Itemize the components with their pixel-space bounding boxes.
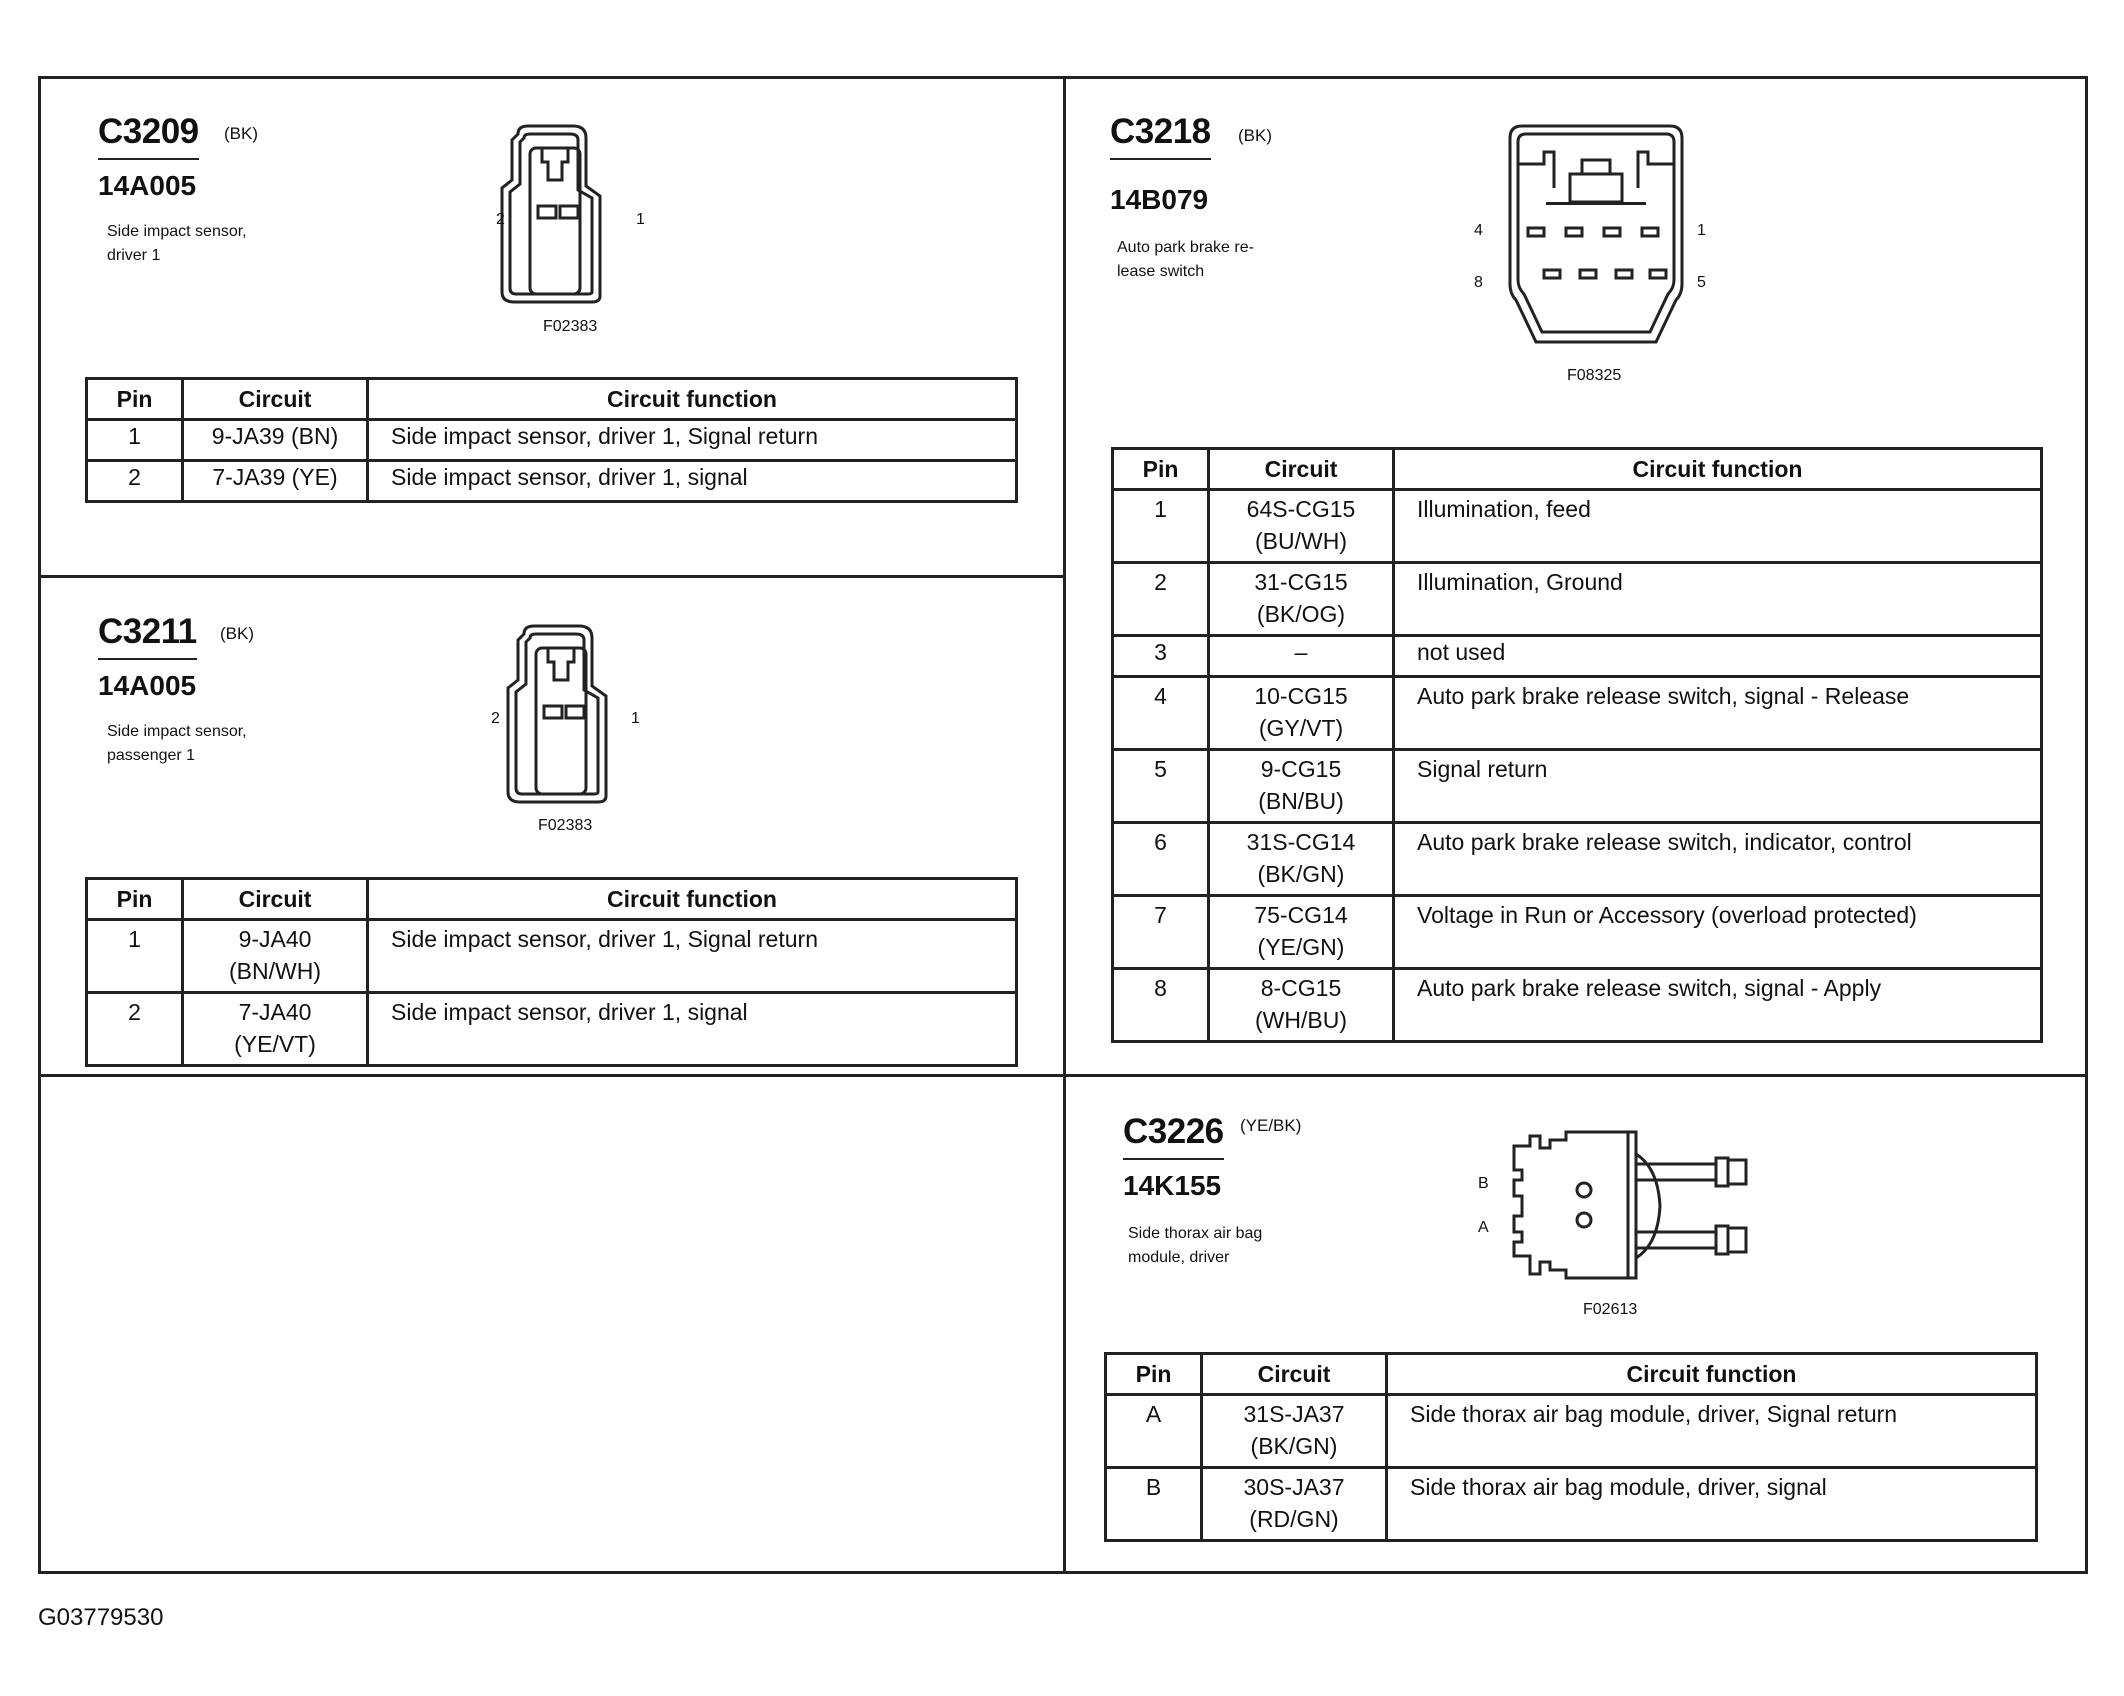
connector-name: C3211 — [98, 612, 197, 652]
column-header-pin: Pin — [1106, 1354, 1202, 1395]
pin-table — [85, 877, 1018, 1067]
circuit-cell: 9-CG15 (BN/BU) — [1209, 750, 1394, 823]
column-header-function: Circuit function — [1394, 449, 2042, 490]
connector-part-number: 14K155 — [1123, 1170, 1222, 1201]
connector-c3218-face-icon — [1500, 124, 1690, 346]
pin-cell: A — [1106, 1395, 1202, 1468]
pin-cell: 7 — [1113, 896, 1209, 969]
connector-part-number: 14A005 — [98, 170, 197, 201]
pin-label-bottom-right: 5 — [1697, 274, 1706, 291]
function-cell: Illumination, feed — [1394, 490, 2042, 563]
circuit-cell: 31S-JA37 (BK/GN) — [1202, 1395, 1387, 1468]
pin-cell: 4 — [1113, 677, 1209, 750]
table-header-row — [1106, 1354, 2037, 1395]
pin-cell: 1 — [1113, 490, 1209, 563]
connector-description: Auto park brake re- lease switch — [1117, 239, 1254, 280]
connector-name: C3226 — [1123, 1112, 1224, 1152]
column-header-function: Circuit function — [368, 379, 1017, 420]
pin-label-right: 1 — [636, 211, 645, 228]
pin-label-right: 1 — [631, 710, 640, 727]
circuit-cell: 7-JA39 (YE) — [183, 461, 368, 502]
connector-color: (BK) — [1238, 126, 1272, 145]
diagram-id: G03779530 — [38, 1604, 164, 1631]
pin-label-left: 2 — [496, 211, 505, 228]
figure-id: F02613 — [1583, 1301, 1638, 1318]
center-divider — [1063, 76, 1066, 1574]
function-cell: Auto park brake release switch, indicator, control — [1394, 823, 2042, 896]
pin-cell: 5 — [1113, 750, 1209, 823]
circuit-cell: 75-CG14 (YE/GN) — [1209, 896, 1394, 969]
pin-cell: 8 — [1113, 969, 1209, 1042]
pin-label-top-left: 4 — [1474, 222, 1483, 239]
pin-cell: 2 — [87, 461, 183, 502]
connector-part-number: 14A005 — [98, 670, 197, 701]
table-row — [1113, 490, 2042, 563]
left-divider-2 — [38, 1074, 1065, 1077]
table-row — [1113, 677, 2042, 750]
connector-part-number: 14B079 — [1110, 184, 1209, 215]
function-cell: Side impact sensor, driver 1, signal — [368, 461, 1017, 502]
column-header-pin: Pin — [87, 879, 183, 920]
function-cell: Side thorax air bag module, driver, signal — [1387, 1468, 2037, 1541]
table-row — [1113, 896, 2042, 969]
connector-description: Side impact sensor, passenger 1 — [107, 723, 247, 764]
function-cell: Illumination, Ground — [1394, 563, 2042, 636]
function-cell: Auto park brake release switch, signal - Apply — [1394, 969, 2042, 1042]
connector-c3209-face-icon — [488, 126, 628, 306]
circuit-cell: 31-CG15 (BK/OG) — [1209, 563, 1394, 636]
connector-description: Side impact sensor, driver 1 — [107, 223, 247, 264]
function-cell: Side impact sensor, driver 1, Signal return — [368, 920, 1017, 993]
pin-cell: 2 — [1113, 563, 1209, 636]
pin-label-left: 2 — [491, 710, 500, 727]
pin-cell: 2 — [87, 993, 183, 1066]
connector-description: Side thorax air bag module, driver — [1128, 1225, 1263, 1266]
circuit-cell: – — [1209, 636, 1394, 677]
circuit-cell: 7-JA40 (YE/VT) — [183, 993, 368, 1066]
right-divider — [1063, 1074, 2088, 1077]
table-header-row — [87, 379, 1017, 420]
left-divider-1 — [38, 575, 1065, 578]
function-cell: Side impact sensor, driver 1, signal — [368, 993, 1017, 1066]
function-cell: Signal return — [1394, 750, 2042, 823]
column-header-function: Circuit function — [368, 879, 1017, 920]
table-row — [1113, 750, 2042, 823]
column-header-circuit: Circuit — [1202, 1354, 1387, 1395]
table-row — [1113, 823, 2042, 896]
circuit-cell: 30S-JA37 (RD/GN) — [1202, 1468, 1387, 1541]
connector-color: (BK) — [224, 124, 258, 143]
column-header-pin: Pin — [1113, 449, 1209, 490]
table-row — [1106, 1395, 2037, 1468]
connector-name: C3218 — [1110, 112, 1211, 152]
function-cell: Voltage in Run or Accessory (overload protected) — [1394, 896, 2042, 969]
figure-id: F02383 — [538, 817, 593, 834]
connector-color: (YE/BK) — [1240, 1116, 1302, 1135]
function-cell: Side impact sensor, driver 1, Signal return — [368, 420, 1017, 461]
function-cell: not used — [1394, 636, 2042, 677]
table-row — [87, 420, 1017, 461]
table-header-row — [87, 879, 1017, 920]
pin-cell: B — [1106, 1468, 1202, 1541]
table-row — [1113, 969, 2042, 1042]
circuit-cell: 8-CG15 (WH/BU) — [1209, 969, 1394, 1042]
table-row — [87, 993, 1017, 1066]
circuit-cell: 10-CG15 (GY/VT) — [1209, 677, 1394, 750]
pin-label-b: B — [1478, 1175, 1489, 1192]
pin-label-bottom-left: 8 — [1474, 274, 1483, 291]
column-header-pin: Pin — [87, 379, 183, 420]
connector-c3226-face-icon — [1508, 1128, 1764, 1284]
table-header-row — [1113, 449, 2042, 490]
pin-cell: 1 — [87, 920, 183, 993]
pin-label-top-right: 1 — [1697, 222, 1706, 239]
pin-cell: 6 — [1113, 823, 1209, 896]
circuit-cell: 31S-CG14 (BK/GN) — [1209, 823, 1394, 896]
pin-table — [1104, 1352, 2038, 1542]
table-row — [87, 461, 1017, 502]
figure-id: F02383 — [543, 318, 598, 335]
circuit-cell: 9-JA39 (BN) — [183, 420, 368, 461]
connector-c3211-face-icon — [494, 626, 634, 806]
pin-table — [85, 377, 1018, 503]
function-cell: Auto park brake release switch, signal - Release — [1394, 677, 2042, 750]
table-row — [87, 920, 1017, 993]
function-cell: Side thorax air bag module, driver, Signal return — [1387, 1395, 2037, 1468]
column-header-function: Circuit function — [1387, 1354, 2037, 1395]
circuit-cell: 9-JA40 (BN/WH) — [183, 920, 368, 993]
connector-name: C3209 — [98, 112, 199, 152]
column-header-circuit: Circuit — [183, 379, 368, 420]
table-row — [1106, 1468, 2037, 1541]
column-header-circuit: Circuit — [1209, 449, 1394, 490]
circuit-cell: 64S-CG15 (BU/WH) — [1209, 490, 1394, 563]
pin-cell: 1 — [87, 420, 183, 461]
table-row — [1113, 636, 2042, 677]
pin-table — [1111, 447, 2043, 1043]
pin-label-a: A — [1478, 1219, 1489, 1236]
column-header-circuit: Circuit — [183, 879, 368, 920]
table-row — [1113, 563, 2042, 636]
figure-id: F08325 — [1567, 367, 1622, 384]
pin-cell: 3 — [1113, 636, 1209, 677]
connector-color: (BK) — [220, 624, 254, 643]
